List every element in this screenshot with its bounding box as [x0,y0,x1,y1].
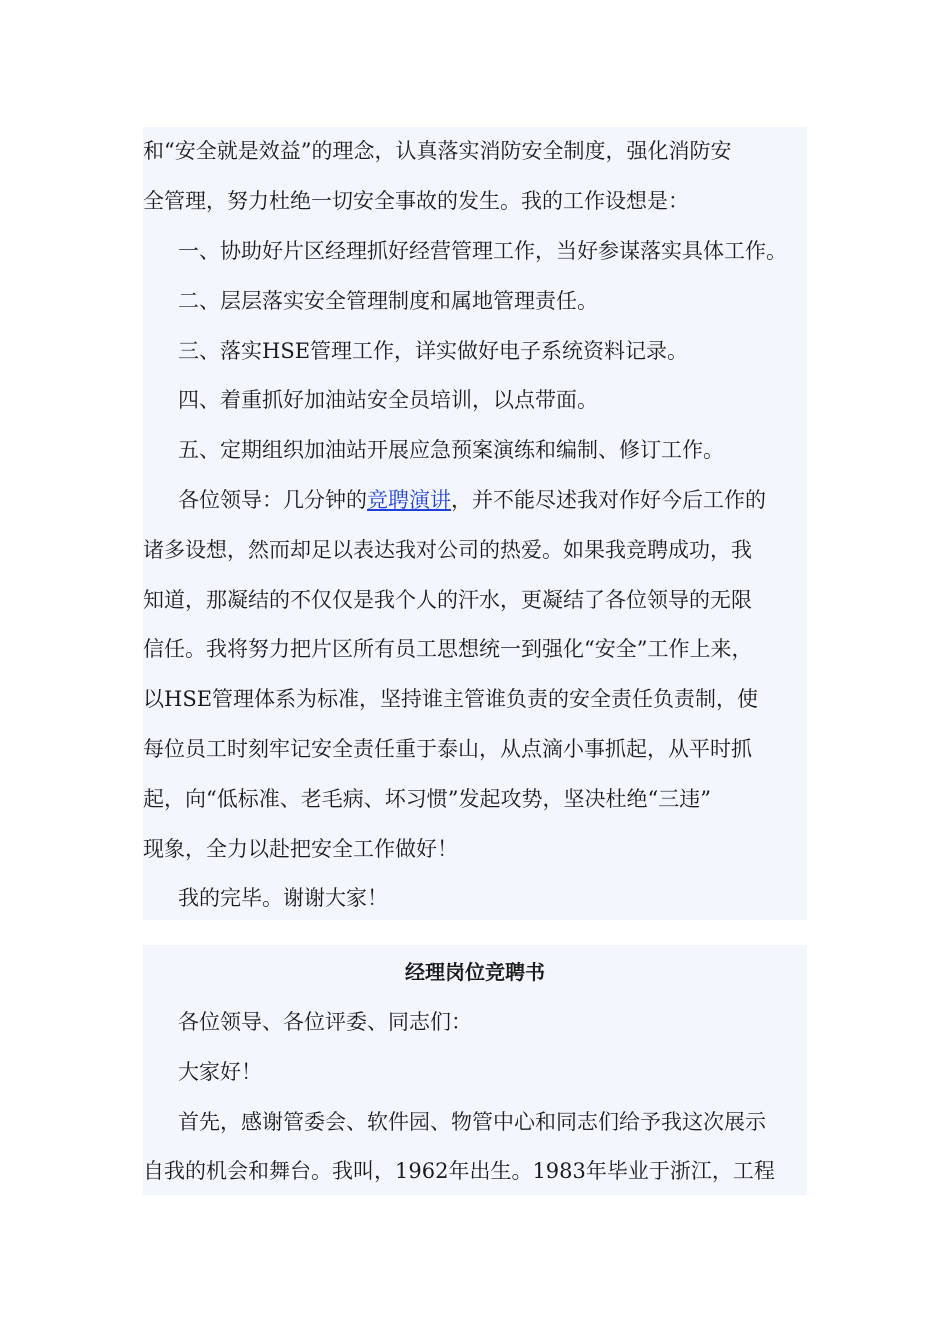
list-item: 五、定期组织加油站开展应急预案演练和编制、修订工作。 [178,438,724,462]
paragraph-line: 首先，感谢管委会、软件园、物管中心和同志们给予我这次展示 [178,1110,766,1134]
paragraph-line: 每位员工时刻牢记安全责任重于泰山，从点滴小事抓起，从平时抓 [143,737,752,761]
paragraph-line: 诸多设想，然而却足以表达我对公司的热爱。如果我竞聘成功，我 [143,538,752,562]
paragraph-line [178,486,766,514]
paragraph-line: 和“安全就是效益”的理念，认真落实消防安全制度，强化消防安 [143,139,732,163]
paragraph-line: 自我的机会和舞台。我叫，1962年出生。1983年毕业于浙江，工程 [143,1159,775,1183]
list-item: 一、协助好片区经理抓好经营管理工作，当好参谋落实具体工作。 [178,239,787,263]
salutation-line: 各位领导、各位评委、同志们： [178,1010,472,1034]
section-title: 经理岗位竞聘书 [405,960,545,984]
speech-text-pre: 各位领导：几分钟的 [178,488,367,512]
paragraph-line: 知道，那凝结的不仅仅是我个人的汗水，更凝结了各位领导的无限 [143,588,752,612]
list-item: 二、层层落实安全管理制度和属地管理责任。 [178,289,598,313]
text-block-1 [143,127,807,920]
paragraph-line: 信任。我将努力把片区所有员工思想统一到强化“安全”工作上来， [143,637,753,661]
speech-text-post: ，并不能尽述我对作好今后工作的 [451,488,766,512]
text-block-2 [143,945,807,1195]
paragraph-line: 全管理，努力杜绝一切安全事故的发生。我的工作设想是： [143,189,689,213]
speech-link[interactable]: 竞聘演讲 [367,488,451,512]
closing-line: 我的完毕。谢谢大家！ [178,886,388,910]
list-item: 四、着重抓好加油站安全员培训，以点带面。 [178,388,598,412]
paragraph-line: 起，向“低标准、老毛病、坏习惯”发起攻势，坚决杜绝“三违” [143,787,711,811]
list-item: 三、落实HSE管理工作，详实做好电子系统资料记录。 [178,339,689,363]
greeting-line: 大家好！ [178,1060,262,1084]
paragraph-line: 以HSE管理体系为标准，坚持谁主管谁负责的安全责任负责制，使 [143,687,759,711]
paragraph-line: 现象，全力以赴把安全工作做好！ [143,837,458,861]
